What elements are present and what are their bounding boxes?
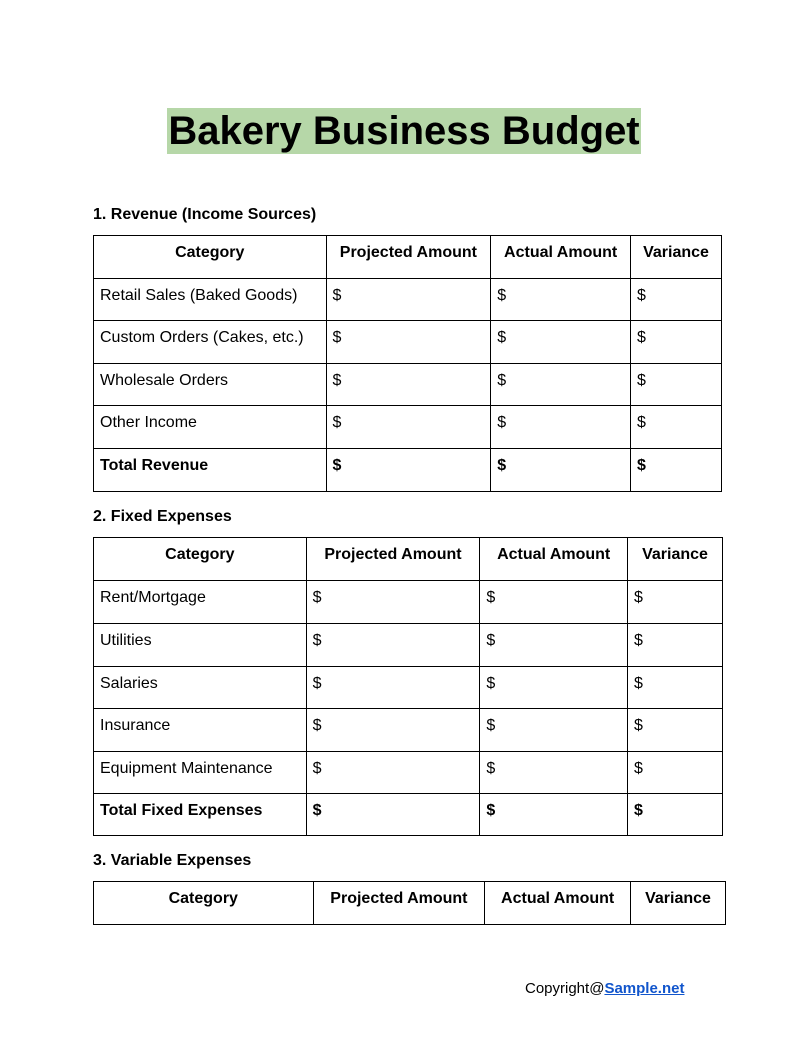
cell-projected: $ [306,752,480,794]
table-row [94,321,722,364]
column-header-actual: Actual Amount [485,882,631,925]
cell-category: Rent/Mortgage [94,581,307,624]
table-header-row [94,538,723,581]
cell-projected: $ [306,709,480,752]
total-actual: $ [480,794,628,836]
cell-variance: $ [628,709,723,752]
cell-actual: $ [491,279,631,321]
revenue-table [93,235,722,492]
section-heading-variable-expenses: 3. Variable Expenses [93,852,252,869]
cell-actual: $ [491,321,631,364]
table-row [94,406,722,449]
cell-category: Custom Orders (Cakes, etc.) [94,321,327,364]
fixed-expenses-table [93,537,723,836]
column-header-projected: Projected Amount [313,882,485,925]
total-actual: $ [491,449,631,492]
column-header-variance: Variance [631,236,722,279]
table-row [94,364,722,406]
section-heading-revenue: 1. Revenue (Income Sources) [93,206,317,223]
cell-variance: $ [628,624,723,667]
column-header-category: Category [94,538,307,581]
total-label: Total Revenue [94,449,327,492]
cell-variance: $ [631,321,722,364]
cell-actual: $ [480,624,628,667]
cell-category: Salaries [94,667,307,709]
cell-category: Wholesale Orders [94,364,327,406]
cell-projected: $ [306,624,480,667]
cell-projected: $ [306,581,480,624]
cell-projected: $ [326,364,491,406]
column-header-projected: Projected Amount [306,538,480,581]
cell-variance: $ [631,406,722,449]
table-row [94,667,723,709]
cell-category: Other Income [94,406,327,449]
cell-category: Retail Sales (Baked Goods) [94,279,327,321]
sample-net-link[interactable]: Sample.net [604,980,685,997]
cell-actual: $ [491,364,631,406]
table-row [94,752,723,794]
column-header-variance: Variance [631,882,726,925]
column-header-category: Category [94,236,327,279]
cell-variance: $ [628,667,723,709]
total-label: Total Fixed Expenses [94,794,307,836]
cell-projected: $ [326,279,491,321]
table-row [94,581,723,624]
cell-actual: $ [480,709,628,752]
page-title: Bakery Business Budget [168,109,640,153]
column-header-variance: Variance [628,538,723,581]
cell-variance: $ [628,752,723,794]
cell-category: Insurance [94,709,307,752]
column-header-actual: Actual Amount [491,236,631,279]
total-projected: $ [326,449,491,492]
column-header-actual: Actual Amount [480,538,628,581]
variable-expenses-table [93,881,726,925]
cell-projected: $ [306,667,480,709]
cell-variance: $ [628,581,723,624]
total-variance: $ [628,794,723,836]
column-header-category: Category [94,882,314,925]
cell-projected: $ [326,321,491,364]
cell-category: Utilities [94,624,307,667]
total-row [94,449,722,492]
copyright-footer [525,980,684,998]
cell-actual: $ [480,667,628,709]
cell-category: Equipment Maintenance [94,752,307,794]
cell-projected: $ [326,406,491,449]
total-row [94,794,723,836]
total-projected: $ [306,794,480,836]
table-row [94,709,723,752]
cell-variance: $ [631,364,722,406]
table-header-row [94,882,726,925]
table-header-row [94,236,722,279]
table-row [94,624,723,667]
cell-actual: $ [480,752,628,794]
total-variance: $ [631,449,722,492]
cell-actual: $ [480,581,628,624]
table-row [94,279,722,321]
cell-variance: $ [631,279,722,321]
cell-actual: $ [491,406,631,449]
section-heading-fixed-expenses: 2. Fixed Expenses [93,508,232,525]
copyright-text: Copyright@ [525,980,605,997]
column-header-projected: Projected Amount [326,236,491,279]
